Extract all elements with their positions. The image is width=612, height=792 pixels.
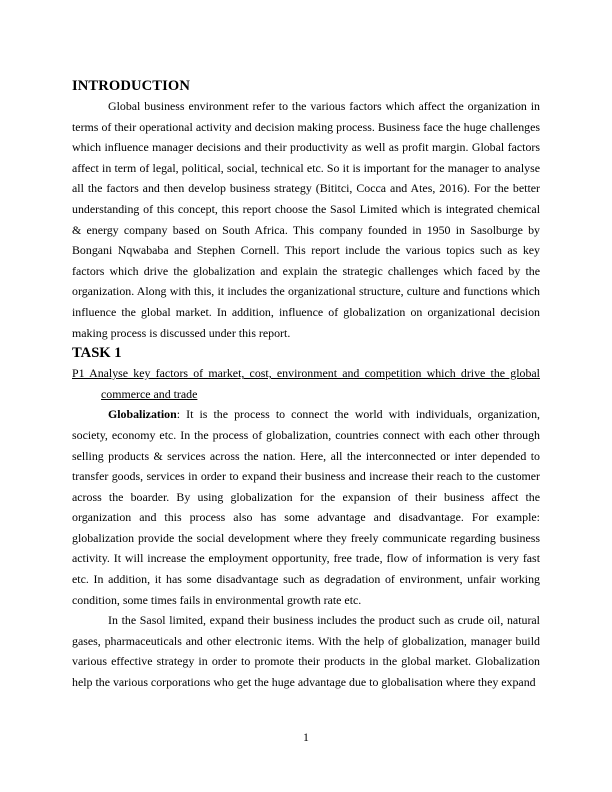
page-number: 1 [303,730,309,744]
introduction-paragraph: Global business environment refer to the various factors which affect the organization in terms of their operational activity and decision making process. Business face the huge challenges which influence manager decisions and their productivity as well as profit margin. Global factors affect in term of legal, political, social, technical etc. So it is important for the manager to analyse all the factors and then develop business strategy (Bititci, Cocca and Ates, 2016). For the better understanding of this concept, this report choose the Sasol Limited which is integrated chemical & energy company based on South Africa. This company founded in 1950 in Sasolburge by Bongani Nqwababa and Stephen Cornell. This report include the various topics such as key factors which drive the globalization and explain the strategic challenges which faced by the organization. Along with this, it includes the organizational structure, culture and functions which influence the global market. In addition, influence of globalization on organizational decision making process is discussed under this report. [72,99,540,340]
task-1-heading: TASK 1 [72,345,122,362]
page-content [72,76,540,693]
p1-subheading: P1 Analyse key factors of market, cost, environment and competition which drive the global commerce and trade [72,366,540,401]
globalization-text: : It is the process to connect the world with individuals, organization, society, economy etc. In the process of globalization, countries connect with each other through selling products & services across the nation. Here, all the interconnected or inter depended to transfer goods, services in order to expand their business and increase their reach to the customer across the boarder. By using globalization for the expansion of their business affect the organization and this process also has some advantage and disadvantage. For example: globalization provide the social development where they freely communicate regarding business activity. It will increase the employment opportunity, free trade, flow of information is very fast etc. In addition, it has some disadvantage such as degradation of environment, unfair working condition, some times fails in environmental growth rate etc. [72,407,540,607]
globalization-term: Globalization [108,407,177,422]
globalization-paragraph [72,404,540,610]
introduction-heading: INTRODUCTION [72,78,190,94]
sasol-paragraph: In the Sasol limited, expand their business includes the product such as crude oil, natural gases, pharmaceuticals and other electronic items. With the help of globalization, manager build various effective strategy in order to promote their products in the global market. Globalization help the various corporations who get the huge advantage due to globalisation where they expand [72,613,540,690]
